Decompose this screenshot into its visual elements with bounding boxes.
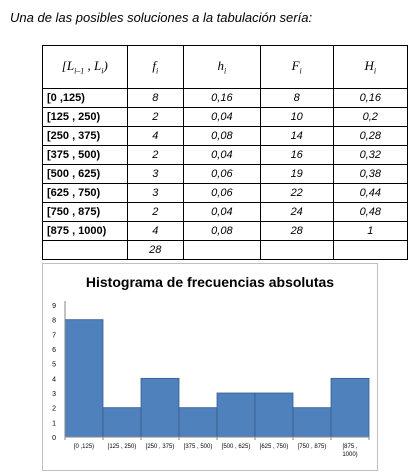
x-tick-label: [625 , 750)	[259, 444, 289, 450]
table-row	[43, 89, 408, 108]
cell-h: 0,08	[183, 222, 260, 241]
cell-interval: [500 , 625)	[43, 165, 128, 184]
header-fi	[127, 46, 183, 89]
intro-text: Una de las posibles soluciones a la tabulación sería:	[10, 10, 313, 25]
bar	[331, 378, 369, 437]
cell-interval: [125 , 250)	[43, 108, 128, 127]
table-row	[43, 108, 408, 127]
y-tick-label: 3	[52, 391, 56, 398]
y-tick-label: 4	[52, 376, 56, 384]
cell-H: 1	[333, 222, 407, 241]
cell-interval: [875 , 1000)	[43, 222, 128, 241]
bar	[65, 320, 103, 437]
y-tick-label: 7	[52, 332, 56, 340]
y-tick-label: 2	[52, 405, 56, 413]
cell-F: 8	[260, 89, 333, 108]
cell-F: 28	[260, 222, 333, 241]
header-hi	[183, 46, 260, 89]
cell-f: 4	[127, 222, 183, 241]
header-hi-base: h	[217, 58, 225, 74]
table-row	[43, 146, 408, 165]
header-interval	[43, 46, 128, 89]
bar	[179, 408, 217, 437]
cell-empty	[260, 241, 333, 260]
bar	[141, 378, 179, 437]
cell-interval: [250 , 375)	[43, 127, 128, 146]
x-tick-label: [375 , 500)	[183, 444, 213, 450]
cell-total-f: 28	[127, 241, 183, 260]
cell-H: 0,48	[333, 203, 407, 222]
chart-plot-area	[43, 264, 377, 470]
header-Fi-sub: i	[299, 66, 302, 76]
y-tick-label: 6	[52, 347, 56, 354]
x-tick-label: [250 , 375)	[145, 444, 175, 450]
cell-f: 8	[127, 89, 183, 108]
table-total-row	[43, 241, 408, 260]
bar	[103, 408, 141, 437]
header-Fi	[260, 46, 333, 89]
y-tick-label: 5	[52, 361, 56, 369]
cell-H: 0,32	[333, 146, 407, 165]
bar	[217, 393, 255, 437]
table-row	[43, 203, 408, 222]
cell-f: 4	[127, 127, 183, 146]
frequency-table	[42, 45, 408, 260]
cell-H: 0,28	[333, 127, 407, 146]
cell-h: 0,04	[183, 108, 260, 127]
cell-interval: [750 , 875)	[43, 203, 128, 222]
cell-interval: [375 , 500)	[43, 146, 128, 165]
x-tick-label: 1000)	[342, 452, 358, 458]
cell-h: 0,04	[183, 203, 260, 222]
cell-F: 24	[260, 203, 333, 222]
cell-h: 0,06	[183, 165, 260, 184]
header-fi-sub: i	[155, 66, 159, 76]
cell-h: 0,08	[183, 127, 260, 146]
y-tick-label: 9	[52, 303, 56, 310]
x-tick-label: [750 , 875)	[297, 444, 327, 450]
cell-h: 0,16	[183, 89, 260, 108]
cell-f: 3	[127, 184, 183, 203]
header-interval-open: [L	[61, 58, 75, 74]
cell-f: 3	[127, 165, 183, 184]
table-row	[43, 222, 408, 241]
cell-h: 0,06	[183, 184, 260, 203]
header-hi-sub: i	[224, 66, 227, 76]
header-interval-mid: , L	[84, 58, 102, 74]
y-tick-label: 8	[52, 317, 56, 325]
table-row	[43, 184, 408, 203]
table-header-row	[43, 46, 408, 89]
cell-interval: [625 , 750)	[43, 184, 128, 203]
cell-f: 2	[127, 146, 183, 165]
cell-H: 0,44	[333, 184, 407, 203]
cell-f: 2	[127, 203, 183, 222]
x-tick-label: [125 , 250)	[107, 444, 137, 450]
x-tick-label: [500 , 625)	[221, 444, 251, 450]
cell-empty	[43, 241, 128, 260]
histogram-chart	[42, 263, 378, 471]
cell-empty	[333, 241, 407, 260]
y-tick-label: 0	[52, 435, 56, 442]
y-tick-label: 1	[52, 420, 56, 428]
cell-H: 0,38	[333, 165, 407, 184]
cell-h: 0,04	[183, 146, 260, 165]
table-row	[43, 165, 408, 184]
cell-F: 19	[260, 165, 333, 184]
header-Hi	[333, 46, 407, 89]
header-Hi-base: H	[364, 58, 374, 74]
header-fi-base: f	[152, 58, 156, 74]
x-tick-label: [875 ,	[342, 444, 358, 450]
x-tick-label: [0 ,125)	[73, 444, 95, 450]
cell-f: 2	[127, 108, 183, 127]
cell-H: 0,16	[333, 89, 407, 108]
chart-title: Histograma de frecuencias absolutas	[85, 274, 335, 290]
cell-H: 0,2	[333, 108, 407, 127]
header-Hi-sub: i	[373, 66, 377, 76]
bar	[293, 408, 331, 437]
header-Fi-base: F	[291, 58, 300, 74]
cell-F: 22	[260, 184, 333, 203]
bar	[255, 393, 293, 437]
table-row	[43, 127, 408, 146]
cell-empty	[183, 241, 260, 260]
header-interval-sub1: i–1	[74, 66, 85, 76]
cell-F: 16	[260, 146, 333, 165]
cell-F: 14	[260, 127, 333, 146]
header-interval-close: )	[103, 58, 108, 74]
header-interval-sub2: i	[101, 66, 104, 76]
cell-interval: [0 ,125)	[43, 89, 128, 108]
cell-F: 10	[260, 108, 333, 127]
